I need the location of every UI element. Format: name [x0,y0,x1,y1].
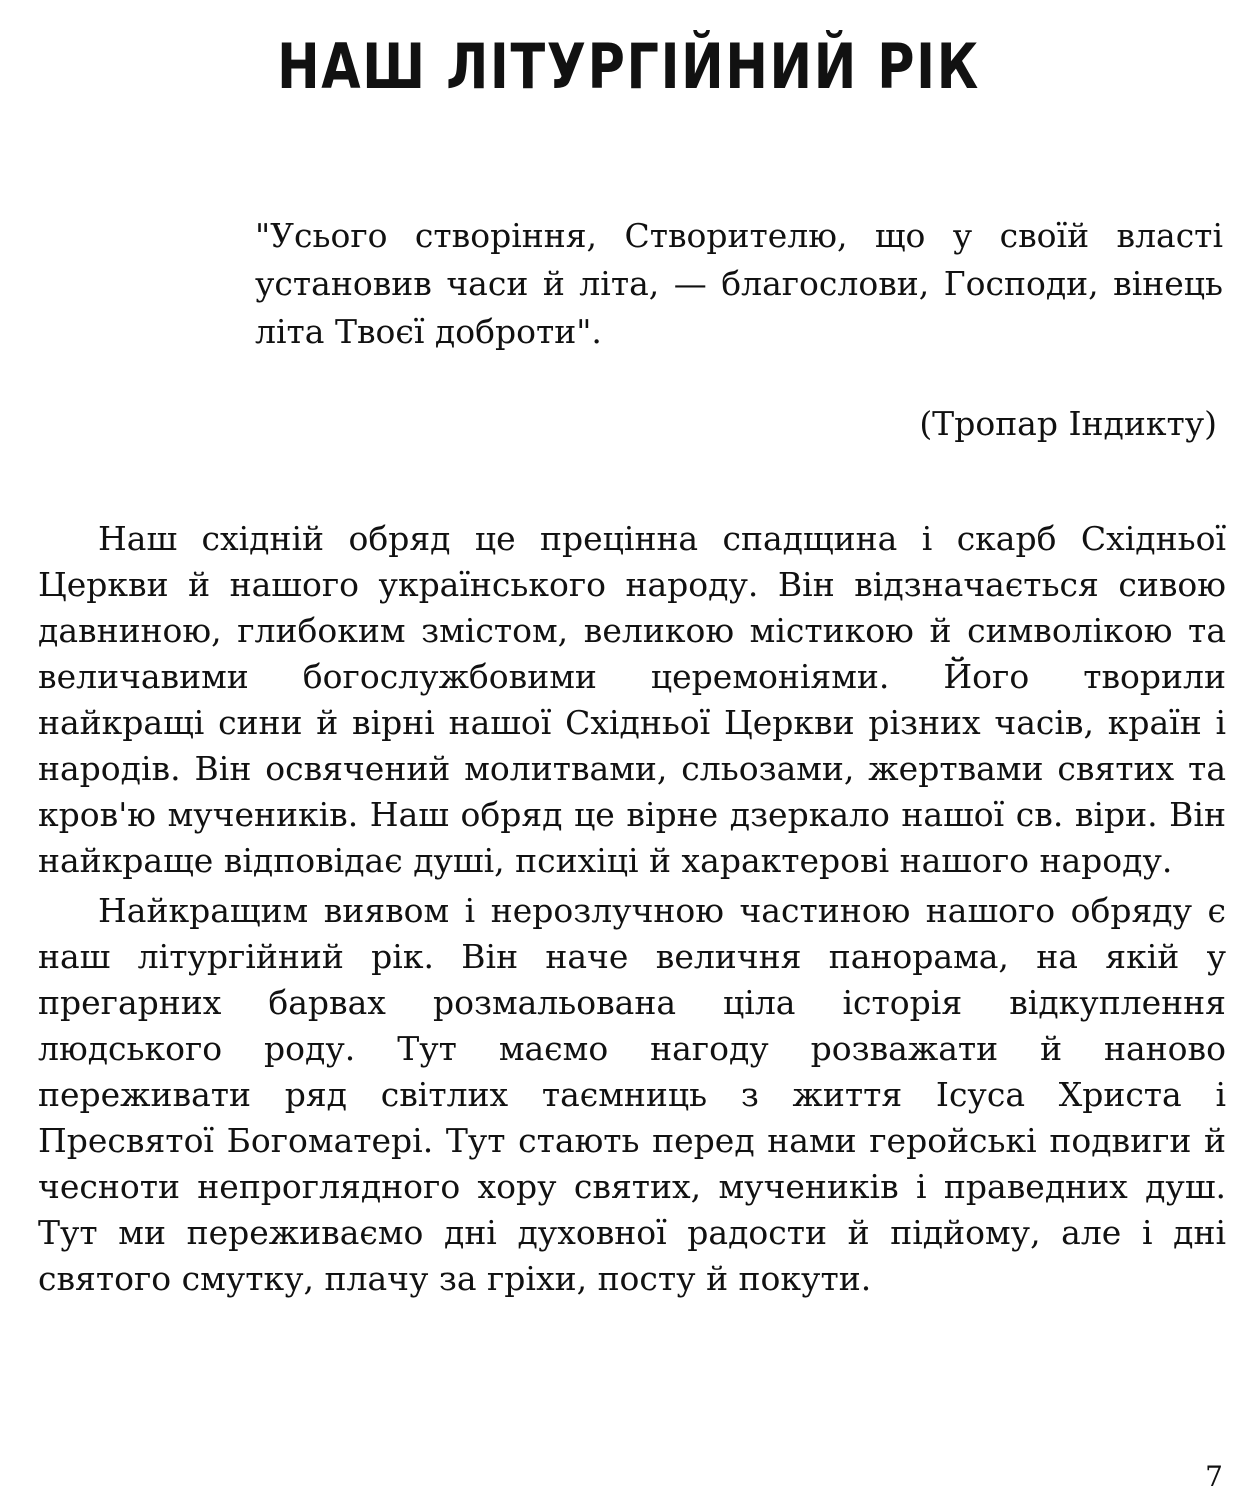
page-title: НАШ ЛІТУРГІЙНИЙ РІК [277,30,980,103]
page-number: 7 [1205,1460,1223,1493]
epigraph-source: (Тропар Індикту) [919,404,1217,443]
body-text [38,516,1226,1306]
paragraph: Найкращим виявом і нерозлучною частиною нашого обряду є наш літургійний рік. Він наче величня панорама, на якій у прегарних барвах розмальована ціла історія відкуплення людського роду. Тут маємо нагоду розважати й наново переживати ряд світлих таємниць з життя Ісуса Христа і Пресвятої Богоматері. Тут стають перед нами геройські подвиги й чесноти непроглядного хору святих, мучеників і праведних душ. Тут ми переживаємо дні духовної радости й підйому, але і дні святого смутку, плачу за гріхи, посту й покути. [38,891,1226,1298]
epigraph: "Усього створіння, Створителю, що у своїй власті установив часи й літа, — благослови, Господи, вінець літа Твоєї доброти". [255,216,1223,351]
paragraph: Наш східній обряд це прецінна спадщина і скарб Східньої Церкви й нашого українського народу. Він відзначається сивою давниною, глибоким змістом, великою містикою й символікою та величавими богослужбовими церемоніями. Його творили найкращі сини й вірні нашої Східньої Церкви різних часів, країн і народів. Він освячений молитвами, сльозами, жертвами святих та кров'ю мучеників. Наш обряд це вірне дзеркало нашої св. віри. Він найкраще відповідає душі, психіці й характерові нашого народу. [38,519,1226,880]
